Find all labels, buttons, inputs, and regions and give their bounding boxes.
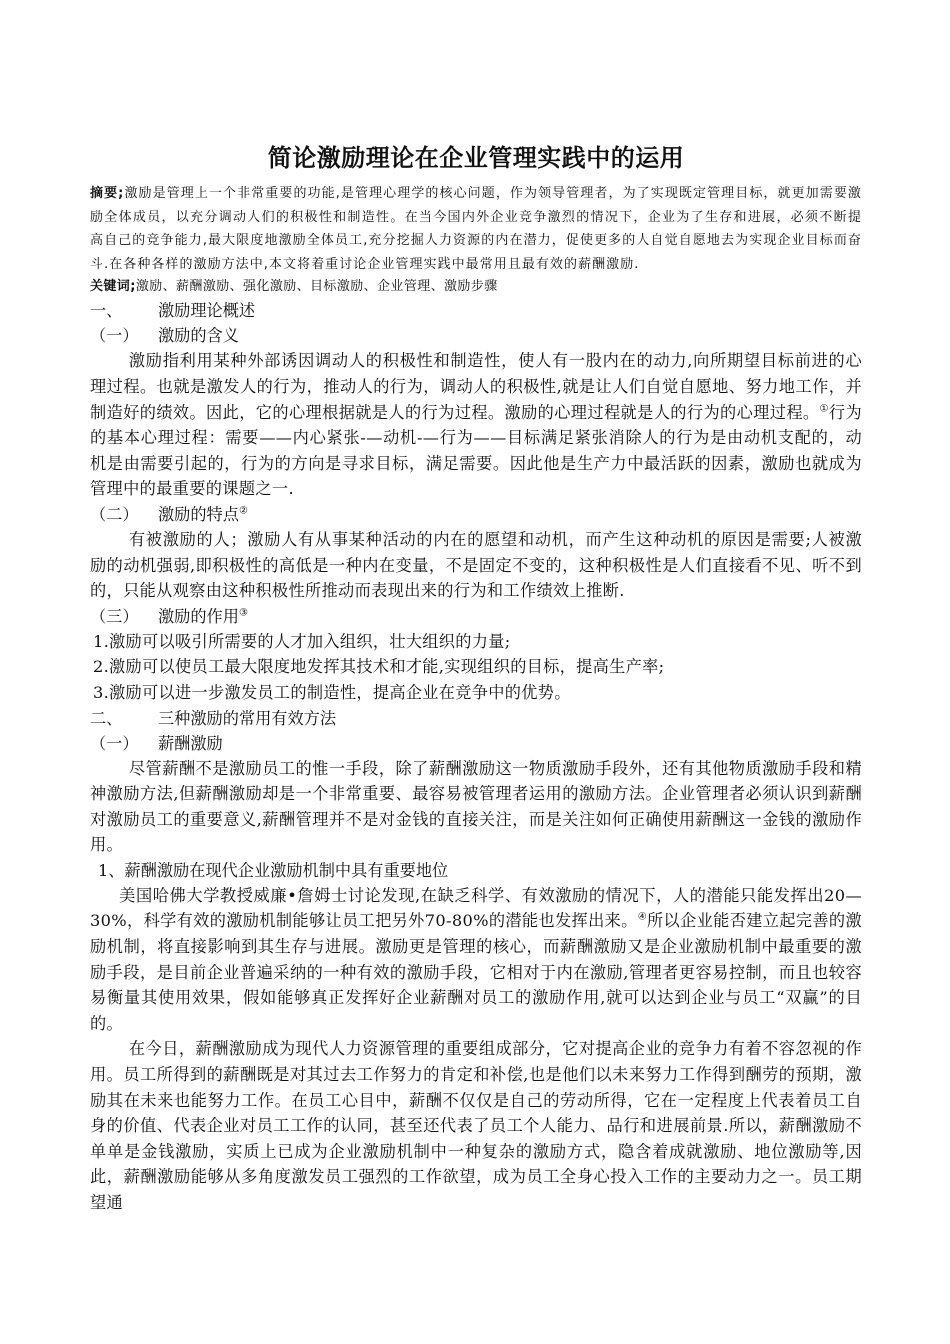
paragraph-definition [90,348,862,502]
footnote-marker-2[interactable]: ② [238,505,248,517]
paragraph-salary-today: 在今日，薪酬激励成为现代人力资源管理的重要组成部分，它对提高企业的竞争力有着不容忽视的作用。员工所得到的薪酬既是对其过去工作努力的肯定和补偿,也是他们以未来努力工作得到酬劳的预期，激励其在未来也能努力工作。在员工心目中，薪酬不仅仅是自己的劳动所得，它在一定程度上代表着员工自身的价值、代表企业对员工工作的认同，甚至还代表了员工个人能力、品行和进展前景.所以，薪酬激励不单单是金钱激励，实质上已成为企业激励机制中一种复杂的激励方式，隐含着成就激励、地位激励等,因此，薪酬激励能够从多角度激发员工强烈的工作欲望，成为员工全身心投入工作的主要动力之一。员工期望通 [90,1039,862,1212]
footnote-marker-3[interactable]: ③ [238,607,248,619]
paragraph-characteristics: 有被激励的人；激励人有从事某种活动的内在的愿望和动机，而产生这种动机的原因是需要;人被激励的动机强弱,即积极性的高低是一种内在变量，不是固定不变的，这种积极性是人们直接看不见、听不到的，只能从观察由这种积极性所推动而表现出来的行为和工作绩效上推断. [90,529,862,601]
keywords-label: 关键词; [90,279,136,295]
subsection-2-1-heading [90,731,862,756]
subsection-1-3-title: 激励的作用 [158,606,239,626]
footnote-marker-1[interactable]: ① [819,403,829,415]
section-1-number: 一、 [90,301,123,321]
section-1-heading [90,298,862,323]
document-title: 简论激励理论在企业管理实践中的运用 [267,144,685,172]
subsection-1-1-number: （一） [90,326,139,346]
section-1-title: 激励理论概述 [158,301,256,321]
paragraph-definition-part-b: 行为的基本心理过程：需要——内心紧张-—动机-—行为——目标满足紧张消除人的行为是由动机支配的，动机是由需要引起的，行为的方向是寻求目标，满足需要。因此他是生产力中最活跃的因素，激励也就成为管理中的最重要的课题之一. [90,402,862,499]
subsection-1-1-title: 激励的含义 [158,326,239,346]
section-2-heading [90,706,862,731]
abstract-label: 摘要; [90,186,125,201]
subsection-1-3-heading [90,604,862,629]
list-item: 3.激励可以进一步激发员工的制造性，提高企业在竞争中的优势。 [93,682,571,702]
point-1-heading: 1、薪酬激励在现代企业激励机制中具有重要地位 [98,860,449,880]
list-item: 1.激励可以吸引所需要的人才加入组织，壮大组织的力量; [93,631,511,651]
paragraph-definition-part-a: 激励指利用某种外部诱因调动人的积极性和制造性，使人有一股内在的动力,向所期望目标前进的心理过程。也就是激发人的行为，推动人的行为，调动人的积极性,就是让人们自觉自愿地、努力地工作，并制造好的绩效。因此，它的心理根据就是人的行为过程。激励的心理过程就是人的行为的心理过程。 [90,351,862,422]
document-page [90,138,862,1216]
subsection-1-2-title: 激励的特点 [158,504,239,524]
list-item: 2.激励可以使员工最大限度地发挥其技术和才能,实现组织的目标，提高生产率; [93,657,665,677]
section-2-title: 三种激励的常用有效方法 [158,708,337,728]
subsection-2-1-number: （一） [90,733,139,753]
paragraph-harvard-study [90,883,862,1037]
keywords-text: 激励、薪酬激励、强化激励、目标激励、企业管理、激励步骤 [135,279,498,295]
subsection-1-2-number: （二） [90,504,139,524]
paragraph-harvard-part-a: 美国哈佛大学教授威廉•詹姆士讨论发现,在缺乏科学、有效激励的情况下，人的潜能只能发挥出20—30%，科学有效的激励机制能够让员工把另外70-80%的潜能也发挥出来。 [90,885,862,931]
paragraph-harvard-part-b: 所以企业能否建立起完善的激励机制，将直接影响到其生存与进展。激励更是管理的核心，而薪酬激励又是企业激励机制中最重要的激励手段，是目前企业普遍采纳的一种有效的激励手段，它相对于内在激励,管理者更容易控制，而且也较容易衡量其使用效果，假如能够真正发挥好企业薪酬对员工的激励作用,就可以达到企业与员工“双赢”的目的。 [90,911,863,1033]
paragraph-salary-intro: 尽管薪酬不是激励员工的惟一手段，除了薪酬激励这一物质激励手段外，还有其他物质激励手段和精神激励方法,但薪酬激励却是一个非常重要、最容易被管理者运用的激励方法。企业管理者必须认识到薪酬对激励员工的重要意义,薪酬管理并不是对金钱的直接关注，而是关注如何正确使用薪酬这一金钱的激励作用。 [90,758,862,855]
subsection-1-1-heading [90,323,862,348]
subsection-1-3-number: （三） [90,606,139,626]
subsection-2-1-title: 薪酬激励 [158,733,223,753]
abstract-text: 激励是管理上一个非常重要的功能,是管理心理学的核心问题，作为领导管理者，为了实现既定管理目标，就更加需要激励全体成员，以充分调动人们的积极性和制造性。在当今国内外企业竞争激烈的情况下，企业为了生存和进展，必须不断提高自己的竞争能力,最大限度地激励全体员工,充分挖掘人力资源的内在潜力，促使更多的人自觉自愿地去为实现企业目标而奋斗.在各种各样的激励方法中,本文将着重讨论企业管理实践中最常用且最有效的薪酬激励. [90,186,862,272]
footnote-marker-4[interactable]: ④ [637,912,648,924]
subsection-1-2-heading [90,502,862,527]
section-2-number: 二、 [90,708,123,728]
keywords [90,276,862,298]
abstract [90,182,862,276]
